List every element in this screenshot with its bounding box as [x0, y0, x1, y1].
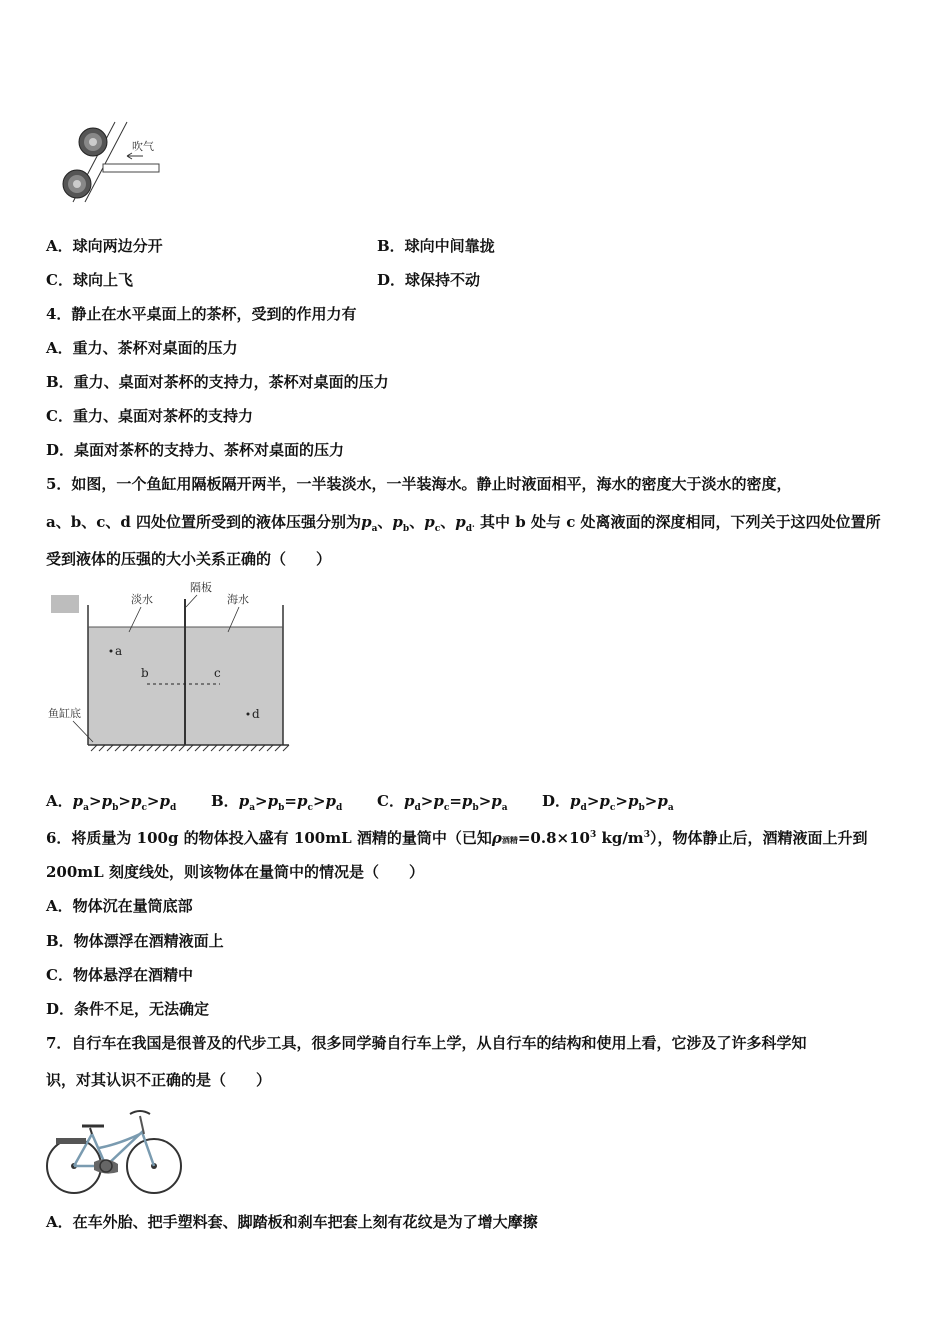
q3-option-a: A．球向两边分开 — [46, 237, 163, 255]
fish-tank-figure — [45, 577, 295, 762]
q5-option-d: D．$p_d>p_c>p_b>p_a$ — [542, 792, 674, 813]
q7-stem-line2: 识，对其认识不正确的是（ ） — [46, 1071, 272, 1089]
label-partition: 隔板 — [190, 581, 212, 594]
q4-option-a: A．重力、茶杯对桌面的压力 — [46, 339, 238, 357]
label-fresh-water: 淡水 — [131, 593, 153, 606]
q3-option-b: B．球向中间靠拢 — [377, 237, 495, 255]
q4-stem: 4．静止在水平桌面上的茶杯，受到的作用力有 — [46, 305, 357, 323]
q6-option-d: D．条件不足，无法确定 — [46, 1000, 210, 1018]
blow-label: 吹气 — [132, 140, 154, 153]
blow-tube — [103, 164, 159, 172]
q7-option-a: A．在车外胎、把手塑料套、脚踏板和刹车把套上刻有花纹是为了增大摩擦 — [46, 1213, 538, 1231]
q6-stem-line1: 6．将质量为 100g 的物体投入盛有 100mL 酒精的量筒中（已知ρ酒精$=0.8\times 10^3$ $kg/m^3$），物体静止后，酒精液面上升到 — [46, 829, 868, 847]
point-b: b — [141, 666, 149, 680]
q5-option-a: A．$p_a>p_b>p_c>p_d$ — [46, 792, 177, 813]
q3-option-c: C．球向上飞 — [46, 271, 133, 289]
q5-option-c: C．$p_d>p_c=p_b>p_a$ — [377, 792, 508, 813]
q4-option-b: B．重力、桌面对茶杯的支持力，茶杯对桌面的压力 — [46, 373, 389, 391]
point-d: d — [252, 707, 260, 721]
point-a: a — [115, 644, 123, 658]
q5-stem-line1: 5．如图，一个鱼缸用隔板隔开两半，一半装淡水，一半装海水。静止时液面相平，海水的密度大于淡水的密度， — [46, 475, 792, 493]
q5-stem-line3: 受到液体的压强的大小关系正确的（ ） — [46, 550, 332, 568]
bicycle-figure — [44, 1104, 184, 1196]
label-sea-water: 海水 — [227, 593, 249, 606]
q6-option-b: B．物体漂浮在酒精液面上 — [46, 932, 224, 950]
q3-option-d: D．球保持不动 — [377, 271, 481, 289]
balls-blowing-figure — [55, 120, 175, 205]
q7-stem-line1: 7．自行车在我国是很普及的代步工具，很多同学骑自行车上学，从自行车的结构和使用上看，它涉及了许多科学知 — [46, 1034, 807, 1052]
q6-stem-line2: 200mL 刻度线处，则该物体在量筒中的情况是（ ） — [46, 863, 424, 881]
label-tank-bottom: 鱼缸底 — [48, 707, 81, 720]
q6-option-c: C．物体悬浮在酒精中 — [46, 966, 193, 984]
q5-stem-line2: a、b、c、d 四处位置所受到的液体压强分别为$p_a$、$p_b$、$p_c$、$p_d$. 其中 b 处与 c 处离液面的深度相同，下列关于这四处位置所 — [46, 513, 881, 534]
q5-option-b: B．$p_a>p_b=p_c>p_d$ — [211, 792, 343, 813]
q4-option-d: D．桌面对茶杯的支持力、茶杯对桌面的压力 — [46, 441, 345, 459]
q5-line2-pre: a、b、c、d 四处位置所受到的液体压强分别为 — [46, 513, 362, 531]
q5-line2-post: 其中 b 处与 c 处离液面的深度相同，下列关于这四处位置所 — [474, 513, 881, 531]
q4-option-c: C．重力、桌面对茶杯的支持力 — [46, 407, 253, 425]
q6-option-a: A．物体沉在量筒底部 — [46, 897, 193, 915]
point-c: c — [214, 666, 221, 680]
